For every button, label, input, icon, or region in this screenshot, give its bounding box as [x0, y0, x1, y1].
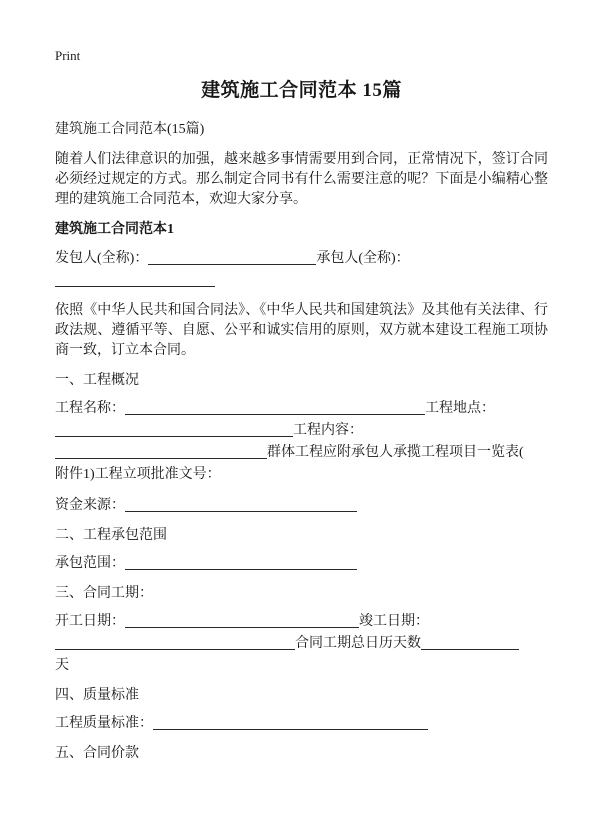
field-line — [55, 495, 548, 517]
field-label: 群体工程应附承包人承揽工程项目一览表( — [267, 445, 524, 460]
field-group — [55, 248, 548, 292]
field-label: 承包范围： — [55, 556, 125, 571]
field-label: 资金来源： — [55, 498, 125, 513]
field-label: 合同工期总日历天数 — [295, 636, 421, 651]
field-label: 开工日期： — [55, 614, 125, 629]
field-label: 发包人(全称)： — [55, 251, 149, 266]
field-group — [55, 611, 548, 677]
doc-heading: 建筑施工合同范本1 — [55, 222, 174, 237]
field-label: 工程名称： — [55, 401, 125, 416]
field-line — [55, 611, 548, 633]
field-line — [55, 633, 548, 655]
blank-field — [55, 272, 215, 287]
field-line — [55, 553, 548, 575]
blank-field — [153, 715, 428, 730]
field-line — [55, 464, 548, 486]
blank-field — [55, 635, 295, 650]
field-label: 天 — [55, 658, 69, 673]
blank-field — [55, 422, 293, 437]
field-label: 工程地点： — [425, 401, 495, 416]
document-body — [55, 120, 548, 764]
blank-field — [125, 400, 425, 415]
field-line — [55, 420, 548, 442]
doc-subtitle: 建筑施工合同范本(15篇) — [55, 122, 205, 137]
doc-section: 一、工程概况 — [55, 373, 139, 388]
blank-field — [125, 555, 357, 570]
field-group — [55, 398, 548, 486]
doc-section: 五、合同价款 — [55, 746, 139, 761]
field-group — [55, 553, 548, 575]
field-group — [55, 495, 548, 517]
field-label: 竣工日期： — [359, 614, 429, 629]
doc-paragraph: 随着人们法律意识的加强，越来越多事情需要用到合同，正常情况下，签订合同必须经过规定的方式。那么制定合同书有什么需要注意的呢？下面是小编精心整理的建筑施工合同范本，欢迎大家分享。 — [55, 152, 548, 207]
blank-field — [421, 635, 519, 650]
blank-field — [125, 613, 359, 628]
doc-section: 二、工程承包范围 — [55, 528, 167, 543]
field-label: 工程内容： — [293, 423, 363, 438]
field-label: 承包人(全称)： — [316, 251, 410, 266]
doc-paragraph: 依照《中华人民共和国合同法》、《中华人民共和国建筑法》及其他有关法律、行政法规、遵循平等、自愿、公平和诚实信用的原则，双方就本建设工程施工项协商一致，订立本合同。 — [55, 303, 548, 358]
blank-field — [148, 250, 316, 265]
field-line — [55, 398, 548, 420]
field-line — [55, 713, 548, 735]
print-button[interactable]: Print — [55, 48, 81, 63]
field-group — [55, 713, 548, 735]
field-line — [55, 248, 548, 270]
blank-field — [125, 497, 357, 512]
document-title: 建筑施工合同范本 15篇 — [201, 80, 402, 101]
doc-section: 三、合同工期： — [55, 586, 153, 601]
doc-section: 四、质量标准 — [55, 688, 139, 703]
blank-field — [55, 444, 267, 459]
field-label: 附件1)工程立项批准文号： — [55, 467, 221, 482]
field-line — [55, 270, 548, 292]
field-line — [55, 442, 548, 464]
field-label: 工程质量标准： — [55, 716, 153, 731]
field-line — [55, 655, 548, 677]
